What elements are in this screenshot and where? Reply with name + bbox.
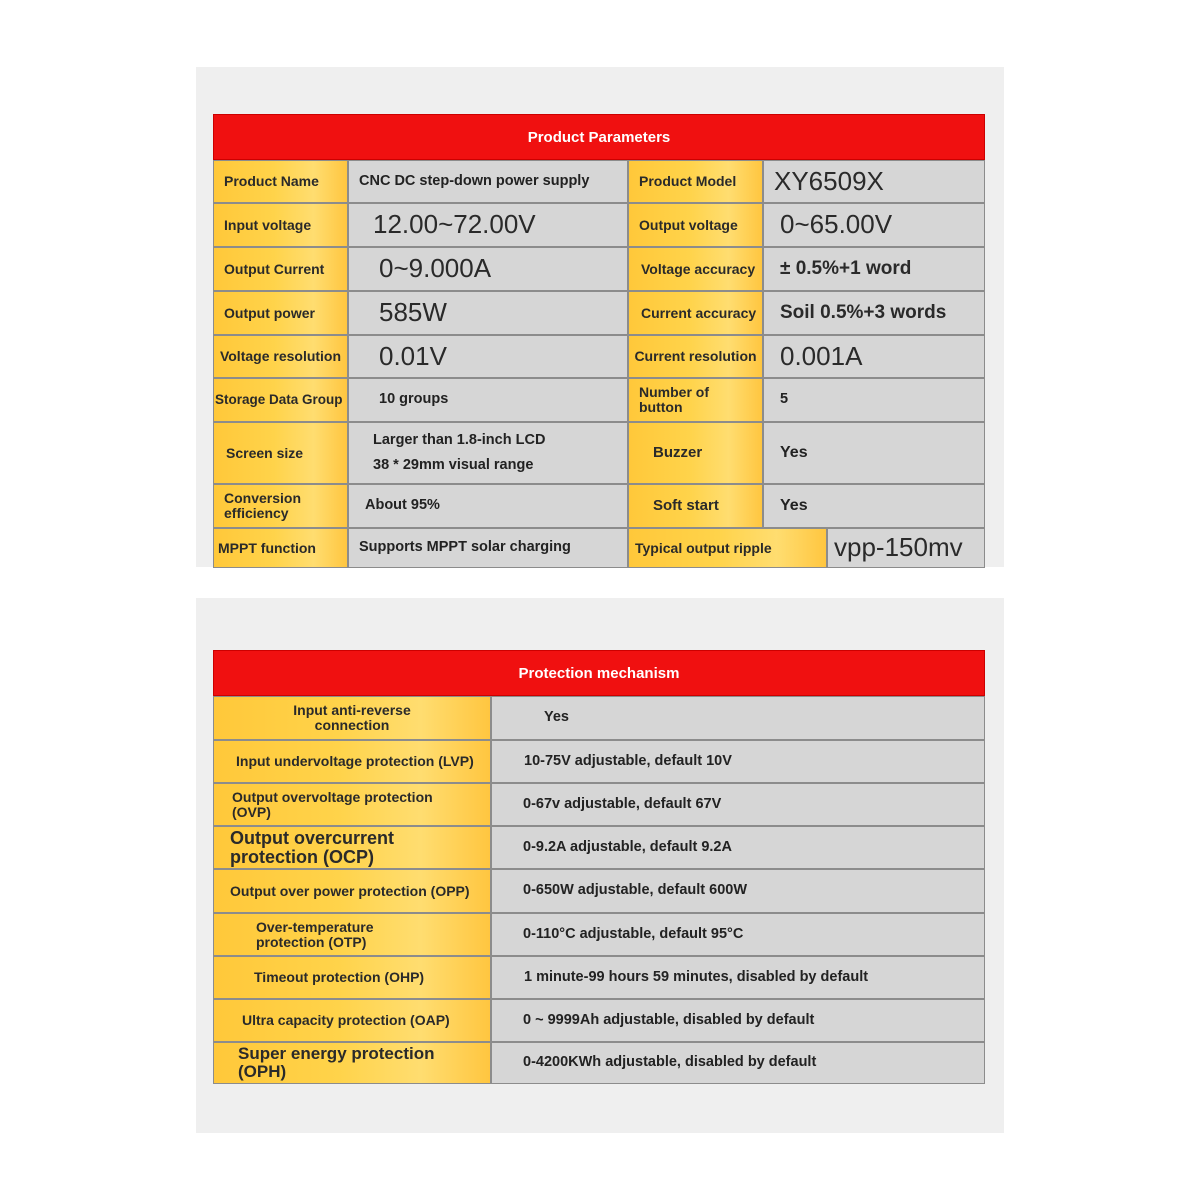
- value-voltage-resolution: [348, 335, 628, 378]
- value-product-model-text: XY6509X: [774, 165, 884, 196]
- value-lvp: 10-75V adjustable, default 10V: [491, 740, 985, 783]
- value-output-power: [348, 291, 628, 335]
- value-input-anti-reverse: Yes: [491, 696, 985, 740]
- label-conversion-efficiency-line2: efficiency: [224, 505, 289, 521]
- label-oph-line2: (OPH): [238, 1062, 287, 1081]
- value-screen-size: [348, 422, 628, 484]
- label-conversion-efficiency: [213, 484, 348, 528]
- label-oph-line1: Super energy protection: [238, 1044, 435, 1064]
- value-storage-data-group: 10 groups: [348, 378, 628, 422]
- label-ocp: [213, 826, 491, 869]
- label-current-resolution: Current resolution: [628, 335, 763, 378]
- value-voltage-accuracy-text: ± 0.5%+1 word: [780, 258, 912, 280]
- label-product-name: Product Name: [213, 160, 348, 203]
- label-product-model: Product Model: [628, 160, 763, 203]
- label-ovp-line1: Output overvoltage protection: [232, 788, 433, 805]
- value-oap: 0 ~ 9999Ah adjustable, disabled by default: [491, 999, 985, 1042]
- label-number-of-button-line1: Number of: [639, 384, 709, 401]
- value-output-current: [348, 247, 628, 291]
- label-number-of-button-line2: button: [639, 399, 683, 415]
- value-voltage-resolution-text: 0.01V: [379, 340, 447, 371]
- label-ocp-line2: protection (OCP): [230, 846, 374, 867]
- label-otp-line2: protection (OTP): [256, 933, 367, 950]
- value-soft-start: Yes: [763, 484, 985, 528]
- label-output-voltage: Output voltage: [628, 203, 763, 247]
- value-screen-size-line2: 38 * 29mm visual range: [373, 457, 534, 473]
- value-oph: 0-4200KWh adjustable, disabled by default: [491, 1042, 985, 1084]
- parameters-table: [213, 114, 985, 568]
- protection-table: [213, 650, 985, 1084]
- value-ocp: 0-9.2A adjustable, default 9.2A: [491, 826, 985, 869]
- value-screen-size-line1: Larger than 1.8-inch LCD: [373, 431, 546, 448]
- value-output-voltage-text: 0~65.00V: [780, 209, 893, 240]
- label-mppt-function: MPPT function: [213, 528, 348, 568]
- parameters-title: Product Parameters: [213, 114, 985, 160]
- value-typical-output-ripple-text: vpp-150mv: [834, 532, 963, 563]
- label-voltage-resolution: Voltage resolution: [213, 335, 348, 378]
- value-output-power-text: 585W: [379, 297, 447, 328]
- value-ovp: 0-67v adjustable, default 67V: [491, 783, 985, 826]
- value-number-of-button: 5: [763, 378, 985, 422]
- label-opp: Output over power protection (OPP): [213, 869, 491, 913]
- label-ohp: Timeout protection (OHP): [213, 956, 491, 999]
- label-ovp-line2: (OVP): [232, 803, 271, 820]
- protection-title: Protection mechanism: [213, 650, 985, 696]
- label-ocp-line1: Output overcurrent: [230, 827, 395, 848]
- label-storage-data-group: Storage Data Group: [213, 378, 348, 422]
- label-otp-line1: Over-temperature: [256, 918, 374, 935]
- label-input-voltage: Input voltage: [213, 203, 348, 247]
- label-screen-size: Screen size: [213, 422, 348, 484]
- label-output-power: Output power: [213, 291, 348, 335]
- value-current-resolution-text: 0.001A: [780, 340, 863, 371]
- label-input-anti-reverse: [213, 696, 491, 740]
- label-ovp: [213, 783, 491, 826]
- label-output-current: Output Current: [213, 247, 348, 291]
- label-typical-output-ripple: Typical output ripple: [628, 528, 827, 568]
- label-voltage-accuracy: Voltage accuracy: [628, 247, 763, 291]
- label-soft-start: Soft start: [628, 484, 763, 528]
- value-buzzer: Yes: [763, 422, 985, 484]
- value-mppt-function: Supports MPPT solar charging: [348, 528, 628, 568]
- label-oap: Ultra capacity protection (OAP): [213, 999, 491, 1042]
- value-ohp: 1 minute-99 hours 59 minutes, disabled by default: [491, 956, 985, 999]
- value-otp: 0-110°C adjustable, default 95°C: [491, 913, 985, 956]
- value-input-voltage: [348, 203, 628, 247]
- label-oph: [213, 1042, 491, 1084]
- label-current-accuracy: Current accuracy: [628, 291, 763, 335]
- value-opp: 0-650W adjustable, default 600W: [491, 869, 985, 913]
- value-current-resolution: [763, 335, 985, 378]
- value-typical-output-ripple: [827, 528, 985, 568]
- value-current-accuracy: [763, 291, 985, 335]
- label-number-of-button: [628, 378, 763, 422]
- label-otp: [213, 913, 491, 956]
- value-input-voltage-text: 12.00~72.00V: [373, 209, 536, 240]
- value-output-current-text: 0~9.000A: [379, 253, 492, 284]
- value-current-accuracy-text: Soil 0.5%+3 words: [780, 302, 947, 324]
- value-voltage-accuracy: [763, 247, 985, 291]
- label-conversion-efficiency-line1: Conversion: [224, 490, 302, 507]
- value-conversion-efficiency: About 95%: [348, 484, 628, 528]
- label-input-anti-reverse-line1: Input anti-reverse: [293, 702, 411, 719]
- label-buzzer: Buzzer: [628, 422, 763, 484]
- label-lvp: Input undervoltage protection (LVP): [213, 740, 491, 783]
- value-output-voltage: [763, 203, 985, 247]
- label-input-anti-reverse-line2: connection: [314, 717, 390, 733]
- value-product-model: [763, 160, 985, 203]
- value-product-name: CNC DC step-down power supply: [348, 160, 628, 203]
